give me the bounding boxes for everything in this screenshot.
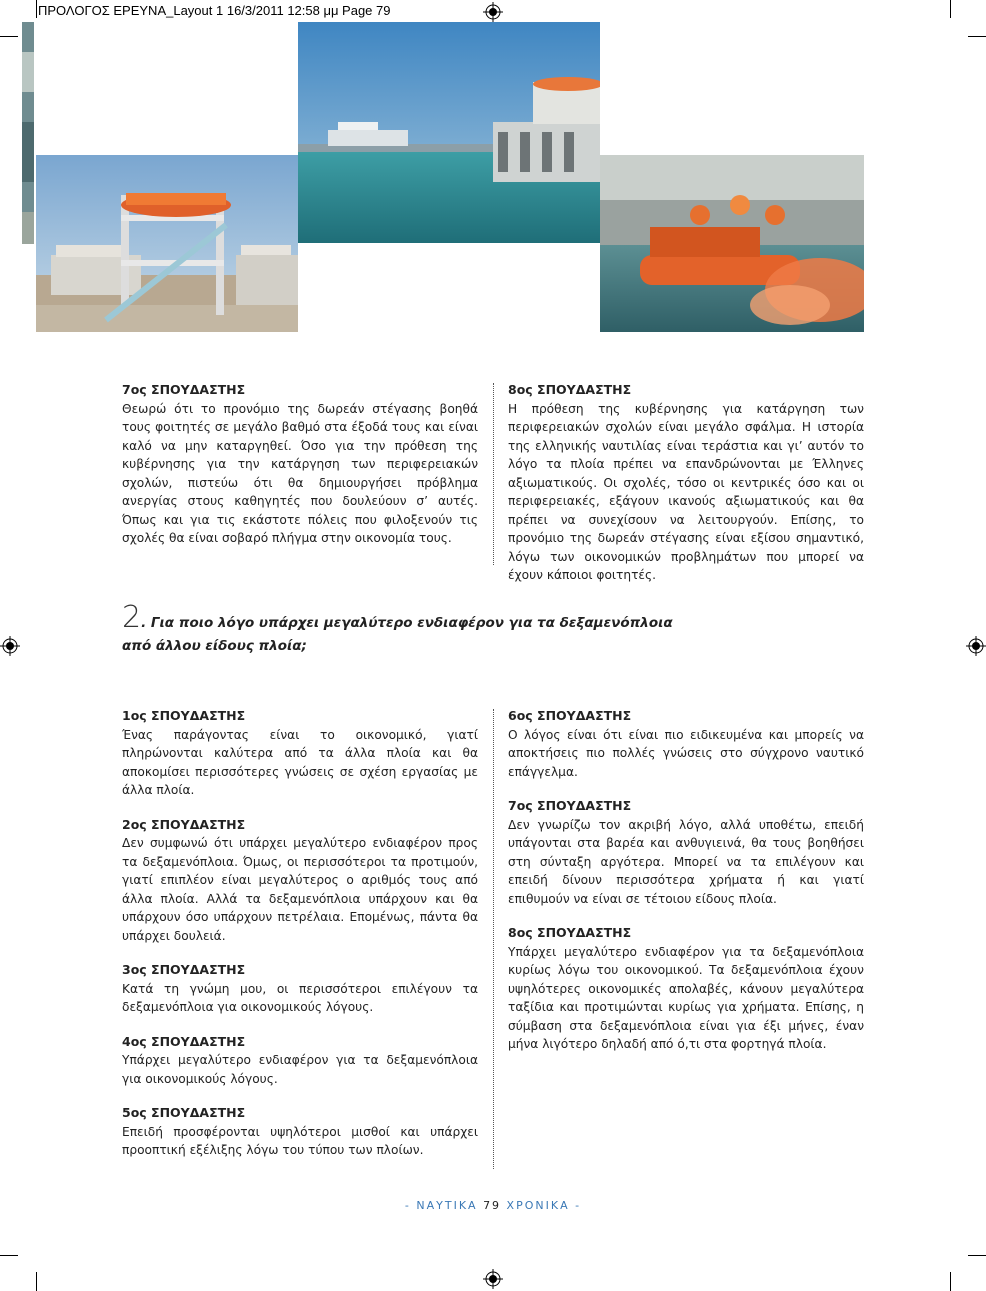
student-answer: Δεν γνωρίζω τον ακριβή λόγο, αλλά υποθέτω, επειδή υπάγονται στα βαρέα και ανθυγιεινά, θα τους βοηθήσει στη σύνταξη αργότερα. Μπορεί να τα επιλέγουν και επειδή δίνουν περισσότερα χρήματα ή και γιατί επιθυμούν να είναι σε τέτοιου είδους πλοία. <box>508 817 864 906</box>
crop-mark <box>950 0 951 18</box>
student-answer: Επειδή προσφέρονται υψηλότεροι μισθοί και υπάρχει προοπτική εξέλιξης λόγω του τύπου των πλοίων. <box>122 1124 478 1157</box>
answer-block <box>122 1104 478 1160</box>
answer-block <box>122 961 478 1017</box>
top-right-column <box>508 381 864 585</box>
student-answer: Θεωρώ ότι το προνόμιο της δωρεάν στέγασης βοηθά τους φοιτητές σε μεγάλο βαθμό στα έξοδά τους και είναι καλό να μην καταργηθεί. Όσο για την πρόθεση της κυβέρνησης για την κατάργηση των περιφερειακών σχολών, πιστεύω ότι θα δημιουργήσει πρόβλημα ανεργίας στους καθηγητές που δουλεύουν σ’ αυτές. Όπως και για τις εκάστοτε πόλεις που φιλοξενούν τις σχολές θα είναι σοβαρό πλήγμα στην οικονομία τους. <box>122 401 478 545</box>
crop-mark <box>36 1272 37 1291</box>
top-left-column <box>122 381 478 548</box>
student-heading: 3ος ΣΠΟΥΔΑΣΤΗΣ <box>122 962 246 977</box>
answer-block <box>122 707 478 800</box>
answer-block <box>508 797 864 908</box>
student-heading: 8ος ΣΠΟΥΔΑΣΤΗΣ <box>508 925 632 940</box>
print-slug: ΠΡΟΛΟΓΟΣ ΕΡΕΥΝΑ_Layout 1 16/3/2011 12:58 μμ Page 79 <box>38 3 391 18</box>
crop-mark <box>0 1255 18 1256</box>
registration-mark-icon <box>0 636 20 656</box>
answers-right-column <box>508 707 864 1070</box>
student-heading: 7ος ΣΠΟΥΔΑΣΤΗΣ <box>122 382 246 397</box>
bleed-photo-strip <box>22 22 34 244</box>
page-footer <box>0 1199 986 1212</box>
student-answer: Υπάρχει μεγαλύτερο ενδιαφέρον για τα δεξαμενόπλοια κυρίως λόγω του οικονομικού. Τα δεξαμενόπλοια έχουν υψηλότερες οικονομικές απολαβές, κάνουν μεγαλύτερα ταξίδια και προτιμώνται κυρίως για χρήματα. Επίσης, η σύμβαση στα δεξαμενόπλοια είναι για έξι μήνες, έναν μήνα λιγότερο δηλαδή από ό,τι στα φορτηγά πλοία. <box>508 944 864 1051</box>
question-heading <box>122 600 762 658</box>
photo-harbor-pier <box>298 22 600 243</box>
registration-mark-icon <box>483 1269 503 1289</box>
answer-block <box>508 924 864 1054</box>
student-answer: Ένας παράγοντας είναι το οικονομικό, γιατί πληρώνονται καλύτερα από τα άλλα πλοία και θα αποκομίσει περισσότερες γνώσεις σε σχέση εργασίας με άλλα πλοία. <box>122 727 478 797</box>
answer-block <box>508 707 864 781</box>
answer-block <box>122 816 478 946</box>
crop-mark <box>968 36 986 37</box>
student-heading: 7ος ΣΠΟΥΔΑΣΤΗΣ <box>508 798 632 813</box>
photo-rescue-boat-drill <box>600 155 864 332</box>
registration-mark-icon <box>966 636 986 656</box>
column-divider <box>493 383 494 565</box>
crop-mark <box>950 1272 951 1291</box>
footer-magazine-left: - ΝΑΥΤΙΚΑ <box>404 1199 484 1212</box>
column-divider <box>493 709 494 1169</box>
crop-mark <box>0 36 18 37</box>
answers-left-column <box>122 707 478 1176</box>
student-answer: Η πρόθεση της κυβέρνησης για κατάργηση των περιφερειακών σχολών είναι μεγάλο σφάλμα. Η ιστορία της ελληνικής ναυτιλίας είναι τεράστια και γι’ αυτόν το λόγο τα πλοία πρέπει να επανδρώνονται με Έλληνες αξιωματικούς. Οι σχολές, τόσο οι κεντρικές όσο και οι περιφερειακές, εξάγουν ικανούς αξιωματικούς και θα πρέπει να συνεχίσουν να λειτουργούν. Επίσης, το προνόμιο της δωρεάν στέγασης είναι εξίσου σημαντικό, λόγω των οικονομικών προβλημάτων που μπορεί να έχουν κάποιοι φοιτητές. <box>508 401 864 582</box>
student-heading: 8ος ΣΠΟΥΔΑΣΤΗΣ <box>508 382 632 397</box>
page-number: 79 <box>483 1199 502 1212</box>
photo-lifeboat-tower <box>36 155 298 332</box>
question-text-line2: από άλλου είδους πλοία; <box>122 638 307 654</box>
crop-mark <box>36 0 37 18</box>
student-heading: 4ος ΣΠΟΥΔΑΣΤΗΣ <box>122 1033 246 1049</box>
registration-mark-icon <box>483 2 503 22</box>
student-answer: Κατά τη γνώμη μου, οι περισσότεροι επιλέγουν τα δεξαμενόπλοια για οικονομικούς λόγους. <box>122 981 478 1014</box>
student-answer: Δεν συμφωνώ ότι υπάρχει μεγαλύτερο ενδιαφέρον προς τα δεξαμενόπλοια. Όμως, οι περισσότεροι τα προτιμούν, γιατί επιπλέον είναι μεγαλύτερος ο αριθμός τους από άλλα πλοία. Αλλά τα δεξαμενόπλοια υπάρχουν και θα υπάρχουν όσο υπάρχουν πετρέλαια. Επομένως, πάντα θα υπάρχει δουλειά. <box>122 836 478 943</box>
crop-mark <box>968 1255 986 1256</box>
footer-magazine-right: ΧΡΟΝΙΚΑ - <box>501 1199 582 1212</box>
student-heading: 5ος ΣΠΟΥΔΑΣΤΗΣ <box>122 1105 246 1120</box>
student-heading: 6ος ΣΠΟΥΔΑΣΤΗΣ <box>508 708 632 723</box>
student-heading: 2ος ΣΠΟΥΔΑΣΤΗΣ <box>122 816 246 832</box>
question-text-line1: . Για ποιο λόγο υπάρχει μεγαλύτερο ενδιαφέρον για τα δεξαμενόπλοια <box>141 615 673 631</box>
student-heading: 1ος ΣΠΟΥΔΑΣΤΗΣ <box>122 708 246 723</box>
student-answer: Ο λόγος είναι ότι είναι πιο ειδικευμένα και μπορείς να αποκτήσεις πιο πολλές γνώσεις στο σύγχρονο ναυτικό επάγγελμα. <box>508 727 864 779</box>
student-answer: Υπάρχει μεγαλύτερο ενδιαφέρον για τα δεξαμενόπλοια για οικονομικούς λόγους. <box>122 1053 478 1086</box>
question-number: 2 <box>122 600 142 635</box>
answer-block <box>122 1033 478 1089</box>
